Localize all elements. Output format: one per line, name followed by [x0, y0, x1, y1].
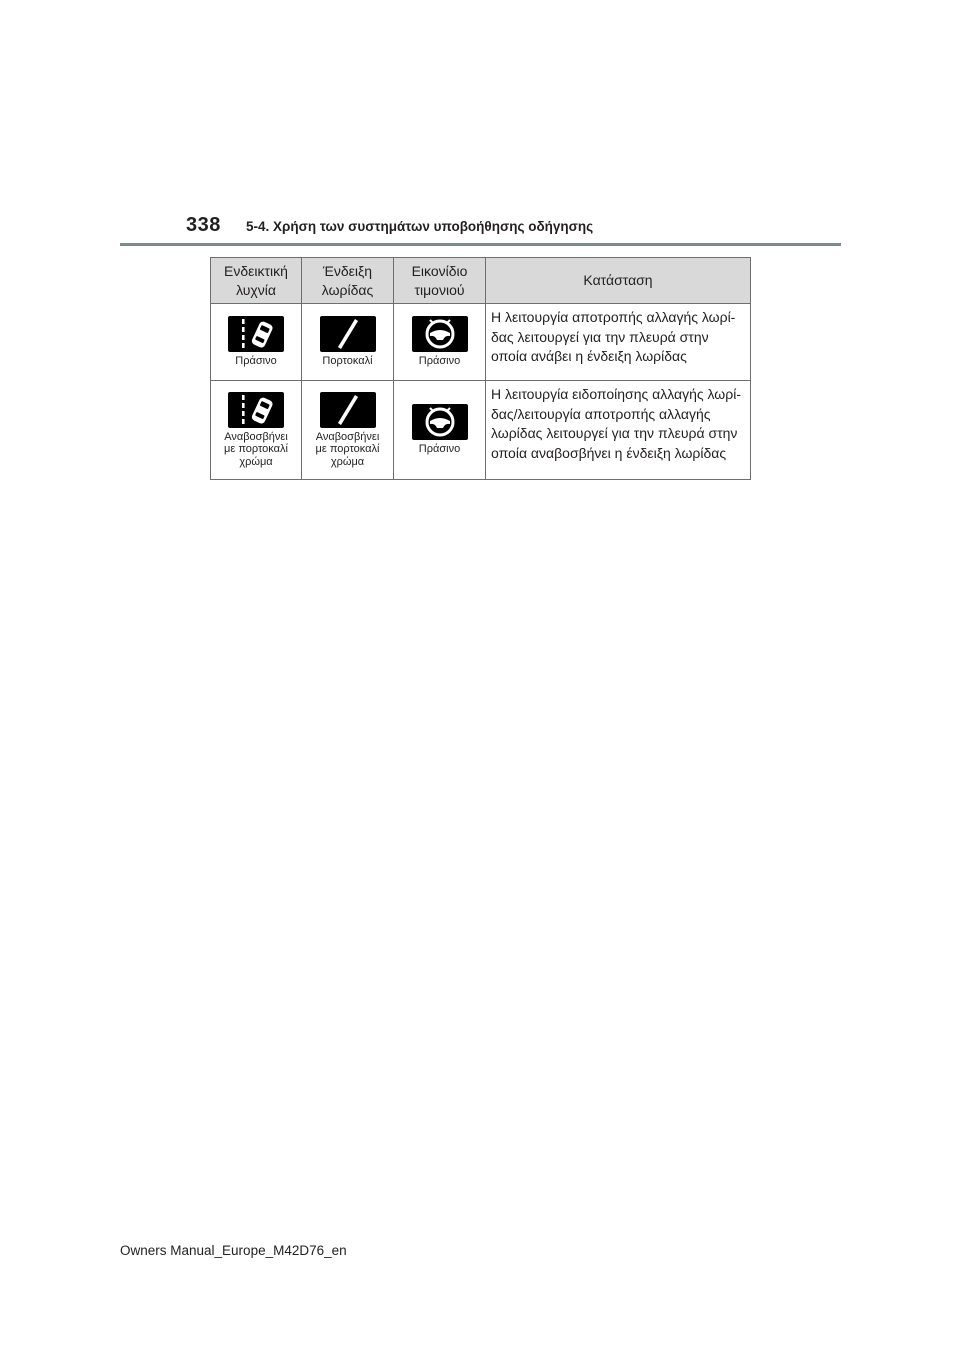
indicator-caption: Πράσινο — [235, 355, 277, 368]
steering-caption: Πράσινο — [418, 443, 461, 456]
indicator-caption: Αναβοσβήνει — [224, 430, 288, 443]
steering-wheel-icon — [412, 316, 468, 352]
page-number: 338 — [186, 214, 221, 236]
steering-caption: Πράσινο — [418, 355, 461, 368]
col-header-status: Κατάσταση — [486, 258, 751, 304]
lane-display-caption: χρώμα — [330, 455, 365, 468]
steering-wheel-icon — [412, 404, 468, 440]
status-cell: Η λειτουργία αποτροπής αλλαγής λωρί- δας λειτουργεί για την πλευρά στην οποία ανάβει η ένδειξη λωρίδας — [486, 304, 751, 381]
lane-line-icon — [320, 392, 376, 428]
status-cell: Η λειτουργία ειδοποίησης αλλαγής λωρί- δας/λειτουργία αποτροπής αλλαγής λωρίδας λειτουργεί για την πλευρά στην οποία αναβοσβήνει η ένδειξη λωρίδας — [486, 381, 751, 480]
section-title: 5-4. Χρήση των συστημάτων υποβοήθησης οδήγησης — [246, 219, 594, 234]
lane-display-caption: Αναβοσβήνει — [315, 430, 380, 443]
indicator-cell — [211, 304, 302, 381]
lane-display-caption: Πορτοκαλί — [322, 355, 373, 368]
table-row — [211, 381, 751, 480]
lane-change-car-icon — [228, 392, 284, 428]
indicator-caption: χρώμα — [239, 455, 273, 468]
indicator-caption: με πορτοκαλί — [224, 443, 288, 456]
lane-status-table — [210, 257, 751, 480]
lane-display-cell — [302, 304, 394, 381]
header-rule — [120, 243, 841, 246]
indicator-cell — [211, 381, 302, 480]
lane-change-car-icon — [228, 316, 284, 352]
table-row — [211, 304, 751, 381]
col-header-lane-display: Ένδειξη λωρίδας — [302, 258, 394, 304]
col-header-steering-icon: Εικονίδιο τιμονιού — [394, 258, 486, 304]
lane-display-cell — [302, 381, 394, 480]
lane-display-caption: με πορτοκαλί — [315, 443, 380, 456]
steering-cell — [394, 304, 486, 381]
steering-cell — [394, 381, 486, 480]
table-header-row — [211, 258, 751, 304]
lane-line-icon — [320, 316, 376, 352]
col-header-indicator: Ενδεικτική λυχνία — [211, 258, 302, 304]
footer-text: Owners Manual_Europe_M42D76_en — [120, 1243, 347, 1258]
